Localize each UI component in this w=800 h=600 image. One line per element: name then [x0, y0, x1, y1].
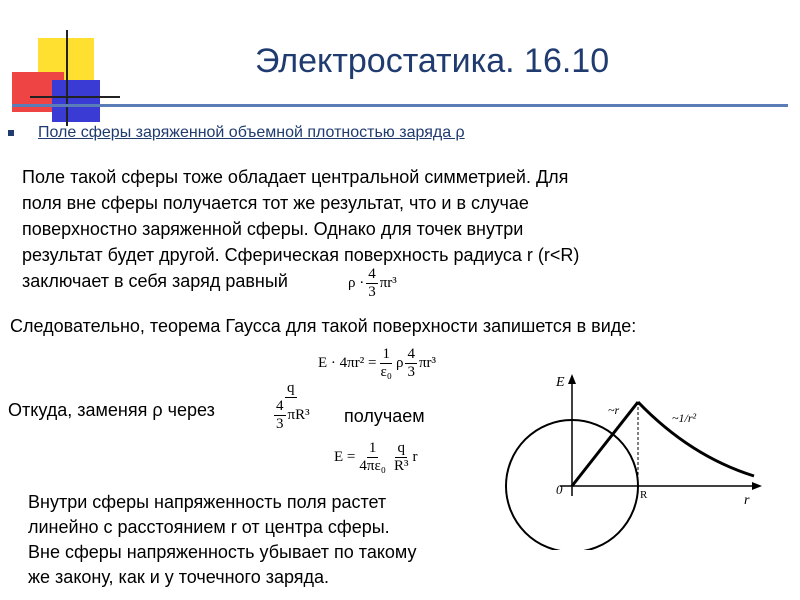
paragraph-line: результат будет другой. Сферическая поверхность радиуса r (r<R)	[22, 245, 580, 265]
inner-curve-label: ~r	[608, 403, 620, 417]
fraction: $\frac{4}{3}$	[407, 346, 415, 380]
section-subtitle: Поле сферы заряженной объемной плотностью заряда ρ	[38, 124, 465, 141]
formula-lhs: E =	[334, 449, 356, 465]
fraction: $\frac{4}{3}$	[276, 398, 284, 432]
title-divider	[12, 104, 788, 107]
conclusion-paragraph	[28, 490, 417, 590]
fraction: q $\frac{4}{3}$ πR³	[276, 380, 310, 432]
gauss-line: Следовательно, теорема Гаусса для такой поверхности запишется в виде:	[10, 316, 637, 336]
paragraph-line: заключает в себя заряд равный	[22, 271, 288, 291]
x-axis-arrow	[752, 482, 762, 490]
origin-label: 0	[556, 482, 563, 497]
charge-formula	[348, 266, 397, 301]
replace-line: Откуда, заменяя ρ через	[8, 400, 215, 420]
result-label: получаем	[344, 406, 425, 426]
inner-field-line	[572, 402, 638, 486]
conclusion-line: же закону, как и у точечного заряда.	[28, 567, 330, 587]
page-title: Электростатика. 16.10	[255, 42, 610, 80]
formula-tail: πr³	[379, 275, 397, 291]
fraction: $\frac{4}{3}$	[368, 266, 376, 300]
corner-square-blue	[52, 80, 100, 122]
fraction: $\frac{q}{\text{R³}}$	[393, 440, 409, 474]
corner-horizontal-line	[30, 96, 120, 98]
corner-vertical-line	[66, 30, 68, 126]
formula-lhs: E · 4πr² =	[318, 355, 377, 371]
bullet-icon	[8, 130, 14, 136]
formula-tail: πr³	[418, 355, 437, 371]
conclusion-line: Вне сферы напряженность убывает по такому	[28, 542, 417, 562]
x-axis-label: r	[744, 493, 750, 508]
paragraph-line: поля вне сферы получается тот же результат, что и в случае	[22, 193, 529, 213]
fraction: $\frac{1}{\text{ε₀}}$	[380, 346, 392, 380]
fraction: $\frac{1}{\text{4πε₀}}$	[359, 440, 386, 474]
formula-rho: ρ	[395, 355, 404, 371]
gauss-formula	[318, 346, 436, 381]
formula-tail: r	[412, 449, 418, 465]
R-label: R	[640, 489, 648, 501]
y-axis-arrow	[568, 374, 576, 384]
paragraph-line: Поле такой сферы тоже обладает центральной симметрией. Для	[22, 167, 569, 187]
outer-curve-label: ~1/r²	[672, 411, 697, 425]
rho-formula	[268, 380, 314, 433]
field-graph	[500, 370, 790, 550]
conclusion-line: линейно с расстоянием r от центра сферы.	[28, 517, 390, 537]
conclusion-line: Внутри сферы напряженность поля растет	[28, 492, 387, 512]
field-formula	[334, 440, 418, 475]
paragraph-line: поверхностно заряженной сферы. Однако для точек внутри	[22, 219, 524, 239]
y-axis-label: E	[556, 375, 565, 390]
formula-rho: ρ ·	[348, 275, 365, 291]
